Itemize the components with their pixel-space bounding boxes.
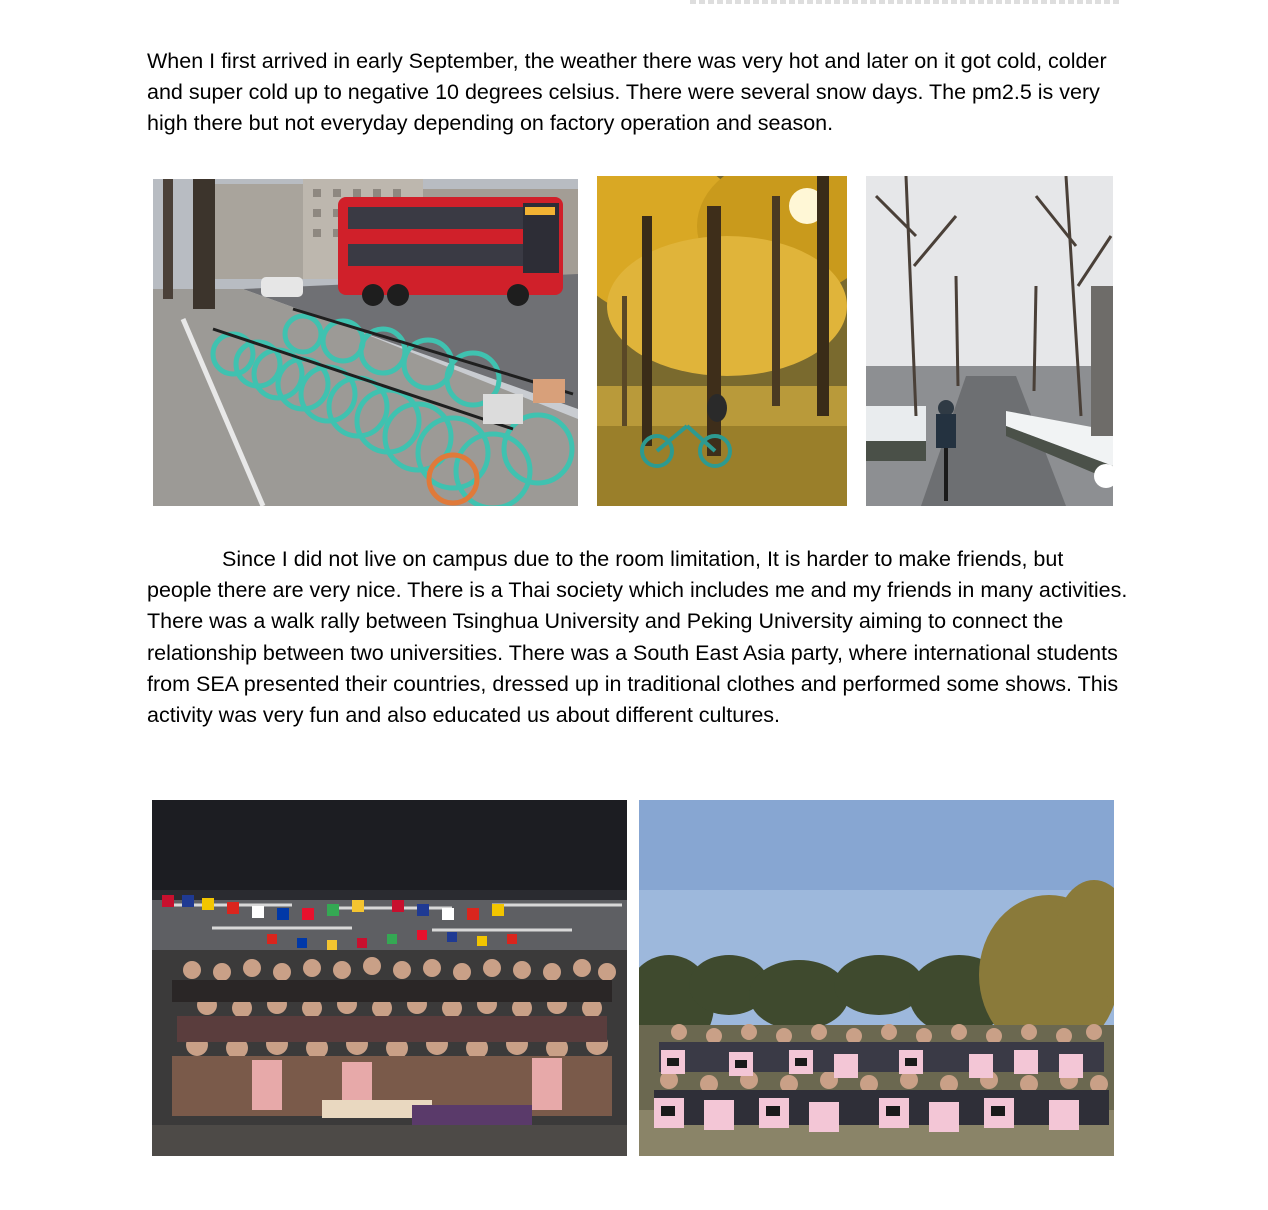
sea-party-group-photo — [152, 800, 627, 1156]
walk-rally-group-photo — [639, 800, 1114, 1156]
weather-paragraph: When I first arrived in early September, the weather there was very hot and later on it got cold, colder and super cold up to negative 10 degrees celsius. There were several snow days. The pm2.5 is very high there but not everyday depending on factory operation and season. — [147, 49, 1107, 136]
autumn-ginkgo-photo — [597, 176, 847, 506]
social-life-paragraph — [147, 544, 1132, 731]
header-rule — [690, 0, 1120, 4]
bus-and-bikes-photo — [153, 179, 578, 506]
social-life-text: Since I did not live on campus due to the room limitation, It is harder to make friends, but people there are very nice. There is a Thai society which includes me and my friends in many activities. There was a walk rally between Tsinghua University and Peking University aiming to connect the relationship between two universities. There was a South East Asia party, where international students from SEA presented their countries, dressed up in traditional clothes and performed some shows. This activity was very fun and also educated us about different cultures. — [147, 547, 1128, 728]
snowy-road-photo — [866, 176, 1113, 506]
